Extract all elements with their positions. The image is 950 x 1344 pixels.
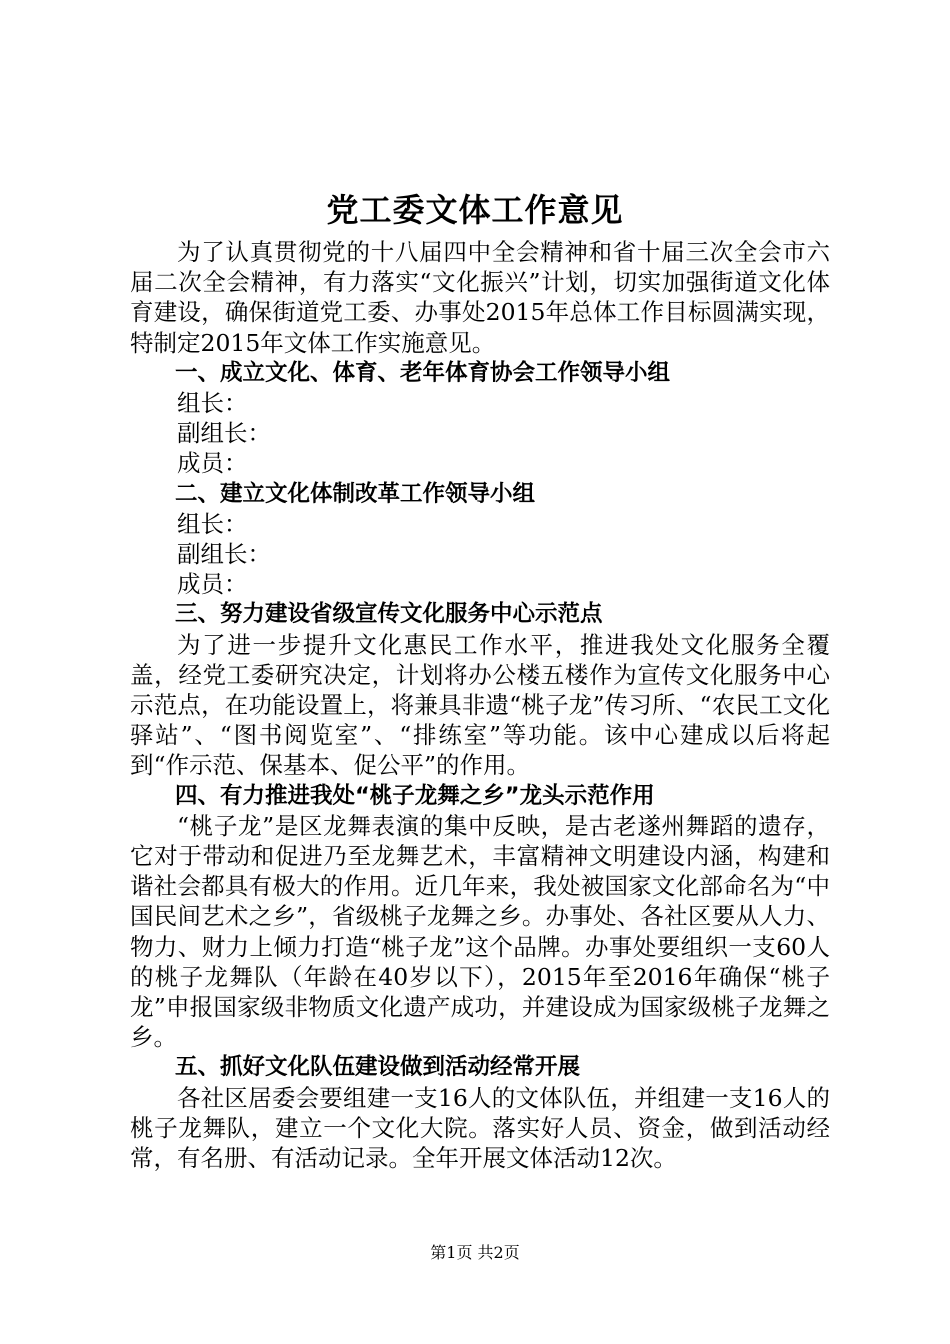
section-5-paragraph: 各社区居委会要组建一支16人的文体队伍，并组建一支16人的桃子龙舞队，建立一个文化大院。落实好人员、资金，做到活动经常，有名册、有活动记录。全年开展文体活动12次。 [130, 1083, 830, 1173]
leader-field: 组长： [177, 509, 248, 538]
section-heading-5: 五、抓好文化队伍建设做到活动经常开展 [175, 1054, 581, 1081]
intro-paragraph: 为了认真贯彻党的十八届四中全会精神和省十届三次全会市六届二次全会精神，有力落实“文化振兴”计划，切实加强街道文化体育建设，确保街道党工委、办事处2015年总体工作目标圆满实现，特制定2015年文体工作实施意见。 [130, 238, 830, 357]
section-4-paragraph: “桃子龙”是区龙舞表演的集中反映，是古老遂州舞蹈的遗存，它对于带动和促进乃至龙舞艺术，丰富精神文明建设内涵，构建和谐社会都具有极大的作用。近几年来，我处被国家文化部命名为“中国民间艺术之乡”，省级桃子龙舞之乡。办事处、各社区要从人力、物力、财力上倾力打造“桃子龙”这个品牌。办事处要组织一支60人的桃子龙舞队（年龄在40岁以下），2015年至2016年确保“桃子龙”申报国家级非物质文化遗产成功，并建设成为国家级桃子龙舞之乡。 [130, 811, 830, 1052]
document-body [130, 237, 830, 1173]
members-field: 成员： [177, 570, 248, 599]
section-heading-2: 二、建立文化体制改革工作领导小组 [175, 480, 536, 507]
page-number-footer: 第1页 共2页 [430, 1243, 520, 1262]
section-3-paragraph: 为了进一步提升文化惠民工作水平，推进我处文化服务全覆盖，经党工委研究决定，计划将办公楼五楼作为宣传文化服务中心示范点，在功能设置上，将兼具非遗“桃子龙”传习所、“农民工文化驿站”、“图书阅览室”、“排练室”等功能。该中心建成以后将起到“作示范、保基本、促公平”的作用。 [130, 630, 830, 780]
leader-field: 组长： [177, 389, 248, 418]
deputy-leader-field: 副组长： [177, 419, 271, 448]
section-heading-3: 三、努力建设省级宣传文化服务中心示范点 [175, 601, 603, 628]
section-heading-1: 一、成立文化、体育、老年体育协会工作领导小组 [175, 359, 671, 386]
document-title: 党工委文体工作意见 [326, 191, 624, 229]
deputy-leader-field: 副组长： [177, 540, 271, 569]
members-field: 成员： [177, 449, 248, 478]
section-heading-4: 四、有力推进我处“桃子龙舞之乡”龙头示范作用 [175, 782, 655, 809]
